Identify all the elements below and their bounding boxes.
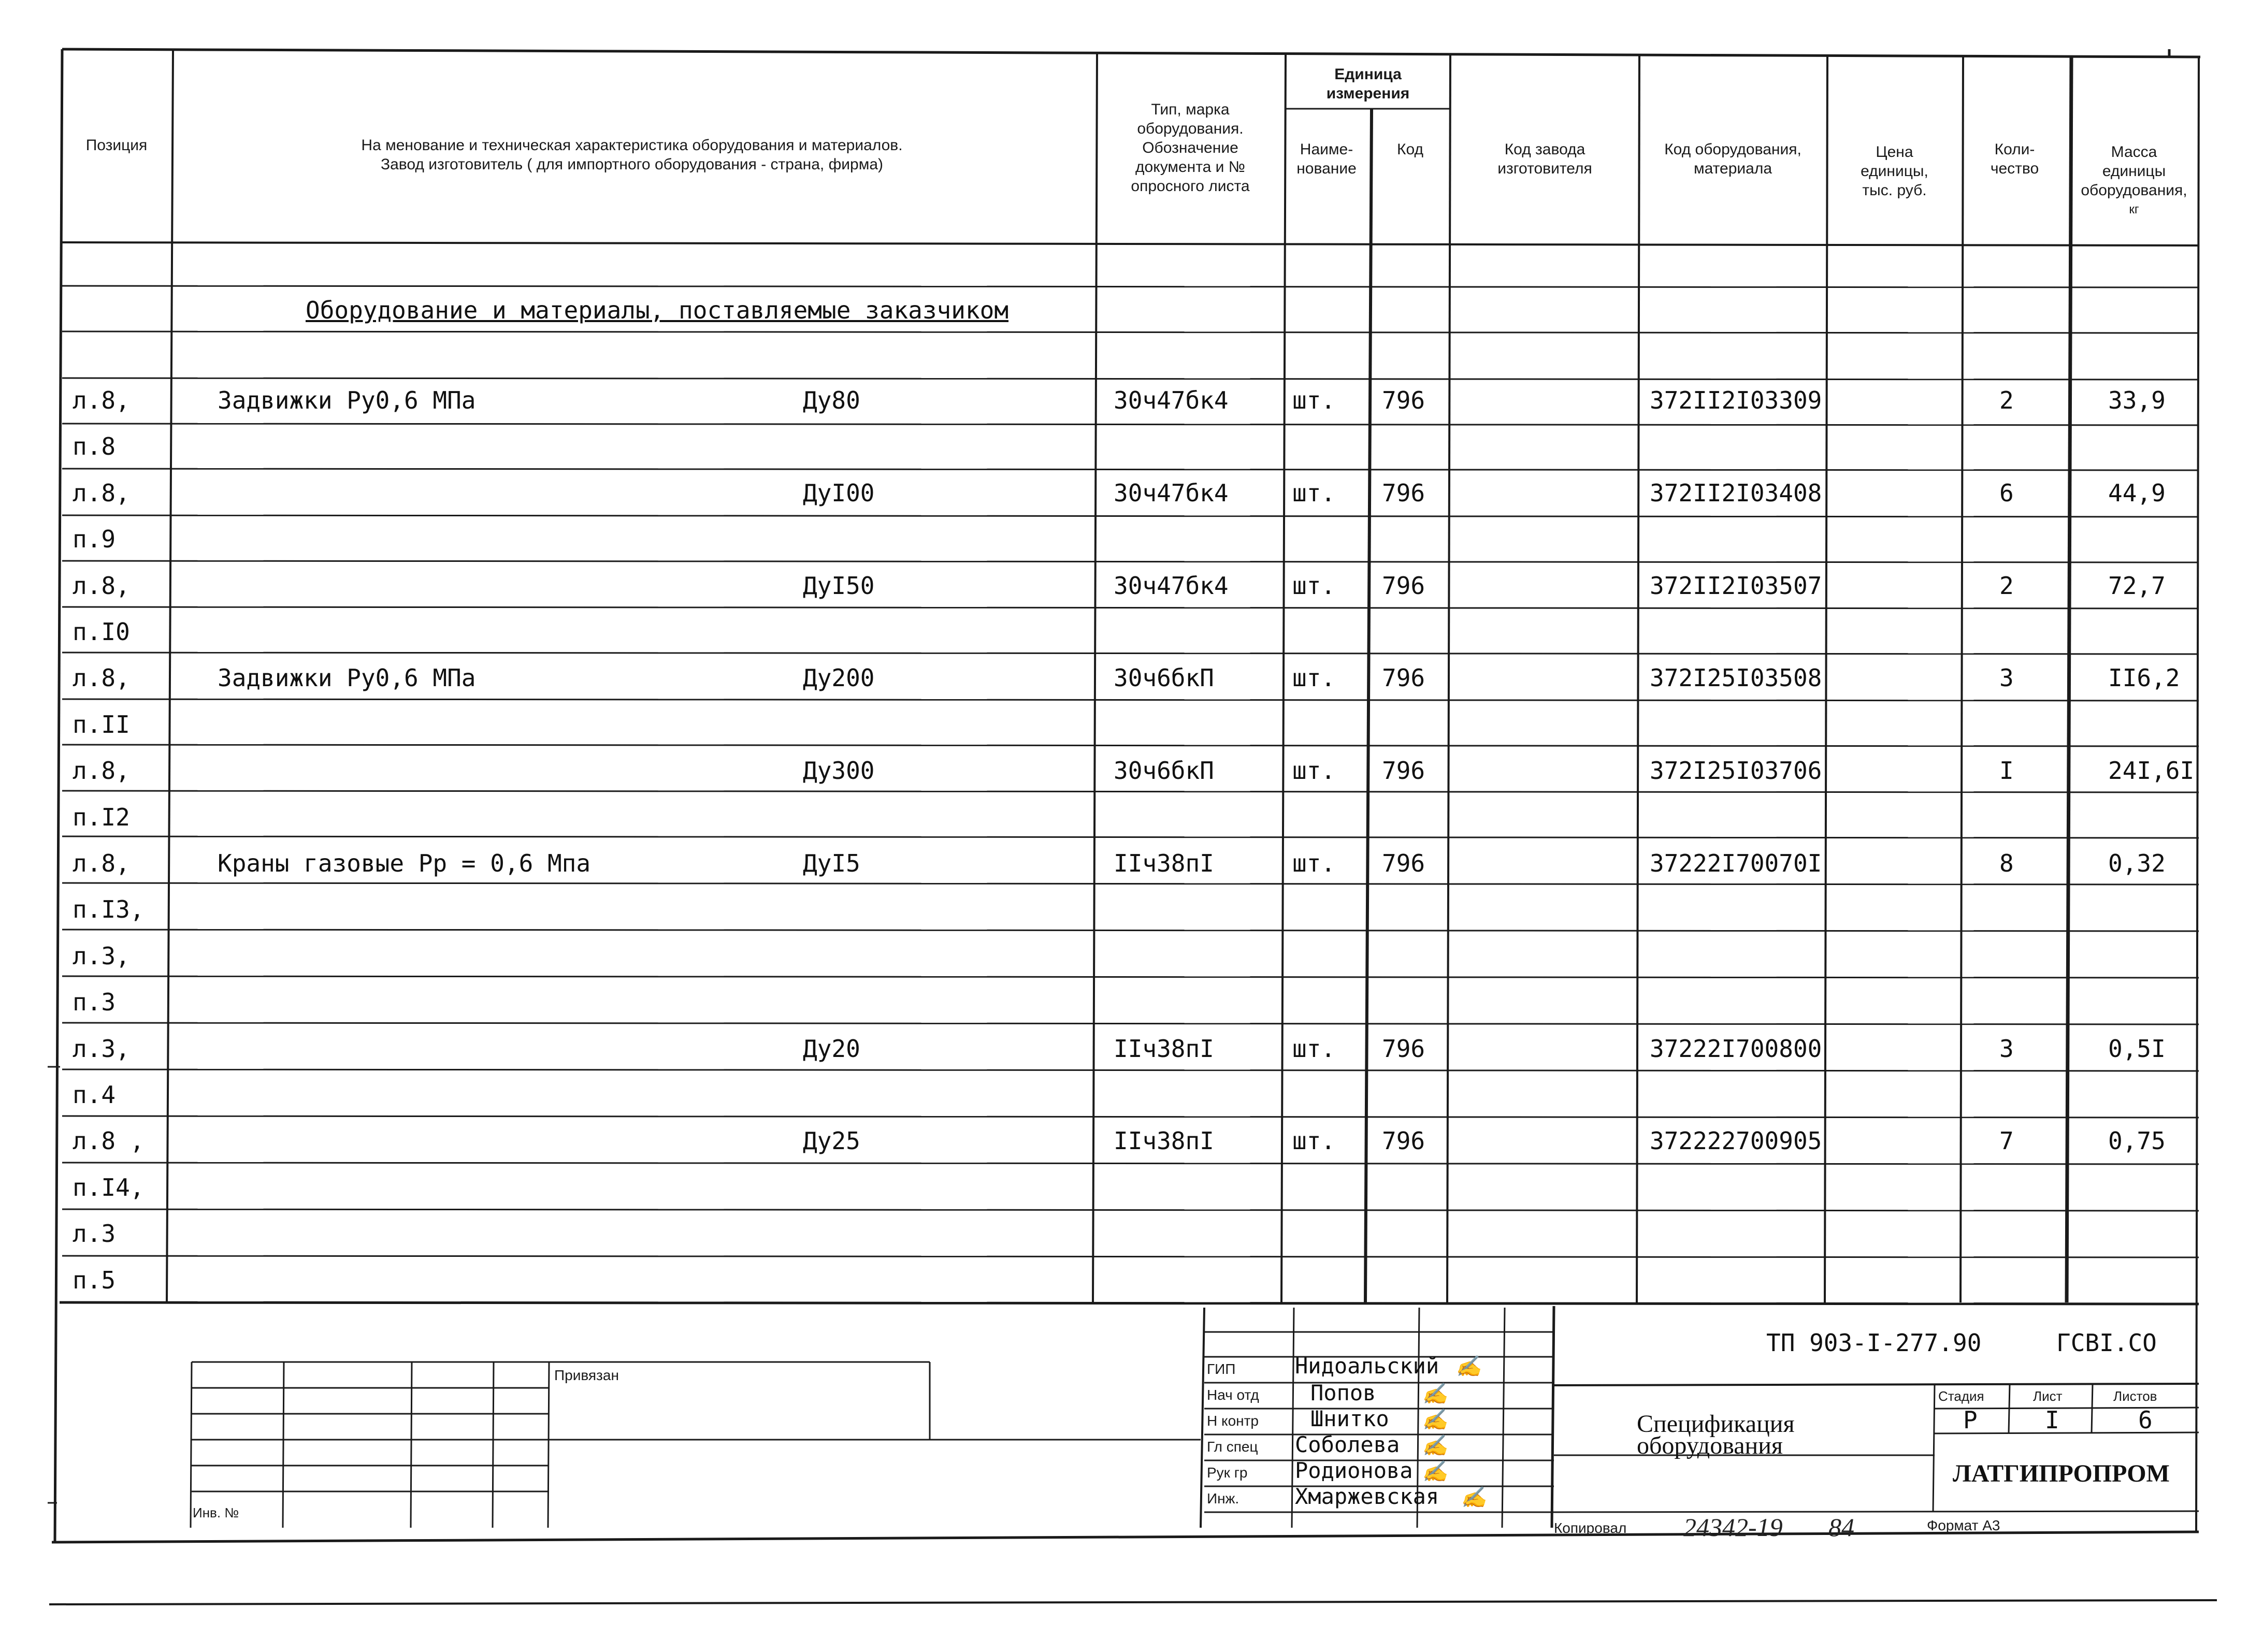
header-type-line4: документа и № bbox=[1135, 158, 1245, 176]
row-unit-mass: 0,75 bbox=[2108, 1127, 2166, 1155]
row-position: п.4 bbox=[73, 1081, 116, 1109]
doc-title-line1: Спецификация bbox=[1637, 1410, 1795, 1438]
row-quantity: 2 bbox=[1999, 572, 2014, 600]
header-qty-line1: Коли- bbox=[1994, 141, 2035, 158]
signature-6: ✍ bbox=[1461, 1486, 1487, 1509]
row-position: л.3 bbox=[73, 1220, 116, 1248]
row-unit-code: 796 bbox=[1382, 572, 1425, 600]
row-position: п.5 bbox=[73, 1266, 116, 1294]
role-gl-spec: Гл спец bbox=[1207, 1439, 1258, 1455]
row-unit-code: 796 bbox=[1382, 849, 1425, 877]
row-unit-name: шт. bbox=[1292, 479, 1336, 507]
row-unit-name: шт. bbox=[1292, 386, 1336, 414]
row-type-mark: IIч38пI bbox=[1114, 849, 1214, 877]
header-unit-name-line2: нование bbox=[1296, 160, 1357, 177]
privyazan-label: Привязан bbox=[554, 1367, 619, 1383]
header-mass-line1: Масса bbox=[2111, 143, 2157, 161]
row-unit-name: шт. bbox=[1292, 572, 1336, 600]
header-mass-line3: оборудования, bbox=[2081, 182, 2187, 199]
row-nominal-diameter: Ду80 bbox=[803, 386, 860, 414]
header-price-line3: тыс. руб. bbox=[1862, 182, 1927, 199]
row-item-name: Задвижки Ру0,6 МПа bbox=[218, 664, 476, 692]
row-type-mark: IIч38пI bbox=[1114, 1127, 1214, 1155]
role-ruk-gr: Рук гр bbox=[1207, 1465, 1248, 1481]
row-equipment-code: 372I25I03706 bbox=[1650, 757, 1822, 785]
header-unit-code: Код bbox=[1396, 141, 1423, 158]
row-position: л.8, bbox=[73, 572, 130, 600]
row-unit-mass: 72,7 bbox=[2108, 572, 2166, 600]
role-inzh: Инж. bbox=[1207, 1490, 1239, 1506]
sheet-value: I bbox=[2045, 1406, 2059, 1434]
row-equipment-code: 372222700905 bbox=[1650, 1127, 1822, 1155]
signer-ruk-gr: Родионова bbox=[1295, 1458, 1413, 1483]
row-item-name: Краны газовые Рр = 0,6 Мпа bbox=[218, 849, 591, 877]
stage-label: Стадия bbox=[1938, 1388, 1984, 1404]
header-qty-line2: чество bbox=[1990, 160, 2039, 177]
header-type-line3: Обозначение bbox=[1142, 139, 1238, 156]
row-position: л.8, bbox=[73, 664, 130, 692]
row-unit-mass: 24I,6I bbox=[2108, 757, 2195, 785]
header-name-line2: Завод изготовитель ( для импортного оборудования - страна, фирма) bbox=[380, 156, 884, 173]
signer-nach-otd: Попов bbox=[1310, 1380, 1376, 1405]
sheets-value: 6 bbox=[2138, 1406, 2153, 1434]
signer-gip: Нидоальский bbox=[1295, 1353, 1439, 1379]
copied-page: 84 bbox=[1828, 1513, 1854, 1542]
row-unit-name: шт. bbox=[1292, 757, 1336, 785]
row-position: п.I4, bbox=[73, 1173, 145, 1201]
row-position: п.I0 bbox=[73, 618, 130, 646]
header-name-line1: На менование и техническая характеристика оборудования и материалов. bbox=[361, 137, 903, 154]
section-title: Оборудование и материалы, поставляемые заказчиком bbox=[306, 296, 1009, 324]
row-equipment-code: 372II2I03507 bbox=[1650, 572, 1822, 600]
row-position: п.I2 bbox=[73, 803, 130, 831]
header-factory-code-line2: изготовителя bbox=[1497, 160, 1592, 177]
row-nominal-diameter: Ду20 bbox=[803, 1035, 860, 1063]
header-factory-code-line1: Код завода bbox=[1504, 141, 1585, 158]
row-unit-mass: 0,32 bbox=[2108, 849, 2166, 877]
header-unit-line1: Единица bbox=[1334, 66, 1402, 83]
row-nominal-diameter: ДуI50 bbox=[803, 572, 875, 600]
row-position: п.9 bbox=[73, 525, 116, 553]
row-unit-name: шт. bbox=[1292, 1035, 1336, 1063]
header-type-line1: Тип, марка bbox=[1151, 101, 1230, 118]
row-unit-name: шт. bbox=[1292, 1127, 1336, 1155]
row-nominal-diameter: ДуI00 bbox=[803, 479, 875, 507]
row-position: л.8, bbox=[73, 479, 130, 507]
row-type-mark: 30ч47бк4 bbox=[1114, 386, 1229, 414]
row-position: п.3 bbox=[73, 988, 116, 1016]
organization: ЛАТГИПРОПРОМ bbox=[1953, 1460, 2170, 1487]
header-mass-line4: кг bbox=[2129, 202, 2139, 216]
header-equip-code-line1: Код оборудования, bbox=[1664, 141, 1801, 158]
format-label: Формат А3 bbox=[1927, 1517, 2000, 1533]
row-unit-mass: 0,5I bbox=[2108, 1035, 2166, 1063]
row-type-mark: 30ч47бк4 bbox=[1114, 572, 1229, 600]
doc-title-line2: оборудования bbox=[1637, 1432, 1783, 1459]
row-quantity: 6 bbox=[1999, 479, 2014, 507]
header-mass-line2: единицы bbox=[2102, 163, 2166, 180]
row-item-name: Задвижки Ру0,6 МПа bbox=[218, 386, 476, 414]
sheets-label: Листов bbox=[2113, 1388, 2157, 1404]
row-unit-mass: II6,2 bbox=[2108, 664, 2180, 692]
signature-4: ✍ bbox=[1422, 1434, 1448, 1457]
row-position: л.8, bbox=[73, 757, 130, 785]
row-unit-code: 796 bbox=[1382, 386, 1425, 414]
row-equipment-code: 37222I700800 bbox=[1650, 1035, 1822, 1063]
row-equipment-code: 372I25I03508 bbox=[1650, 664, 1822, 692]
row-type-mark: 30ч47бк4 bbox=[1114, 479, 1229, 507]
row-unit-code: 796 bbox=[1382, 479, 1425, 507]
role-nach-otd: Нач отд bbox=[1207, 1387, 1259, 1403]
row-position: л.8, bbox=[73, 849, 130, 877]
header-equip-code-line2: материала bbox=[1693, 160, 1772, 177]
row-nominal-diameter: Ду300 bbox=[803, 757, 875, 785]
header-unit-name-line1: Наиме- bbox=[1300, 141, 1353, 158]
row-quantity: 3 bbox=[1999, 664, 2014, 692]
header-unit-line2: измерения bbox=[1326, 85, 1410, 102]
sheet-code: ГСВI.СО bbox=[2056, 1329, 2157, 1357]
row-unit-mass: 33,9 bbox=[2108, 386, 2166, 414]
row-quantity: 3 bbox=[1999, 1035, 2014, 1063]
signature-5: ✍ bbox=[1422, 1460, 1448, 1483]
role-gip: ГИП bbox=[1207, 1361, 1236, 1377]
signer-n-kontr: Шнитко bbox=[1310, 1406, 1389, 1431]
row-position: п.8 bbox=[73, 432, 116, 460]
row-nominal-diameter: ДуI5 bbox=[803, 849, 860, 877]
copied-label: Копировал bbox=[1554, 1520, 1627, 1536]
signature-3: ✍ bbox=[1422, 1408, 1448, 1431]
row-equipment-code: 37222I70070I bbox=[1650, 849, 1822, 877]
header-type-line2: оборудования. bbox=[1137, 120, 1244, 137]
row-equipment-code: 372II2I03309 bbox=[1650, 386, 1822, 414]
header-position: Позиция bbox=[85, 137, 148, 154]
header-price-line1: Цена bbox=[1876, 143, 1913, 161]
signature-2: ✍ bbox=[1422, 1382, 1448, 1405]
row-type-mark: 30ч6бкП bbox=[1114, 757, 1214, 785]
row-quantity: 2 bbox=[1999, 386, 2014, 414]
row-position: л.3, bbox=[73, 942, 130, 970]
row-position: л.8 , bbox=[73, 1127, 145, 1155]
row-unit-code: 796 bbox=[1382, 1127, 1425, 1155]
header-type-line5: опросного листа bbox=[1131, 178, 1250, 195]
row-nominal-diameter: Ду200 bbox=[803, 664, 875, 692]
row-unit-name: шт. bbox=[1292, 664, 1336, 692]
row-type-mark: 30ч6бкП bbox=[1114, 664, 1214, 692]
row-quantity: 8 bbox=[1999, 849, 2014, 877]
doc-code: ТП 903-I-277.90 bbox=[1766, 1329, 1982, 1357]
inv-no-label: Инв. № bbox=[193, 1505, 239, 1520]
row-position: л.3, bbox=[73, 1035, 130, 1063]
row-quantity: 7 bbox=[1999, 1127, 2014, 1155]
row-unit-name: шт. bbox=[1292, 849, 1336, 877]
row-unit-code: 796 bbox=[1382, 664, 1425, 692]
row-equipment-code: 372II2I03408 bbox=[1650, 479, 1822, 507]
row-unit-mass: 44,9 bbox=[2108, 479, 2166, 507]
row-unit-code: 796 bbox=[1382, 1035, 1425, 1063]
copied-number: 24342-19 bbox=[1683, 1513, 1783, 1542]
sheet-label: Лист bbox=[2033, 1388, 2063, 1404]
signer-gl-spec: Соболева bbox=[1295, 1432, 1400, 1457]
row-position: п.II bbox=[73, 711, 130, 738]
row-position: л.8, bbox=[73, 386, 130, 414]
row-unit-code: 796 bbox=[1382, 757, 1425, 785]
row-nominal-diameter: Ду25 bbox=[803, 1127, 860, 1155]
row-position: п.I3, bbox=[73, 895, 145, 923]
role-n-kontr: Н контр bbox=[1207, 1413, 1259, 1429]
signature-1: ✍ bbox=[1455, 1355, 1481, 1378]
stage-value: Р bbox=[1963, 1406, 1978, 1434]
row-type-mark: IIч38пI bbox=[1114, 1035, 1214, 1063]
signer-inzh: Хмаржевская bbox=[1295, 1484, 1439, 1509]
row-quantity: I bbox=[1999, 757, 2014, 785]
header-price-line2: единицы, bbox=[1861, 163, 1928, 180]
